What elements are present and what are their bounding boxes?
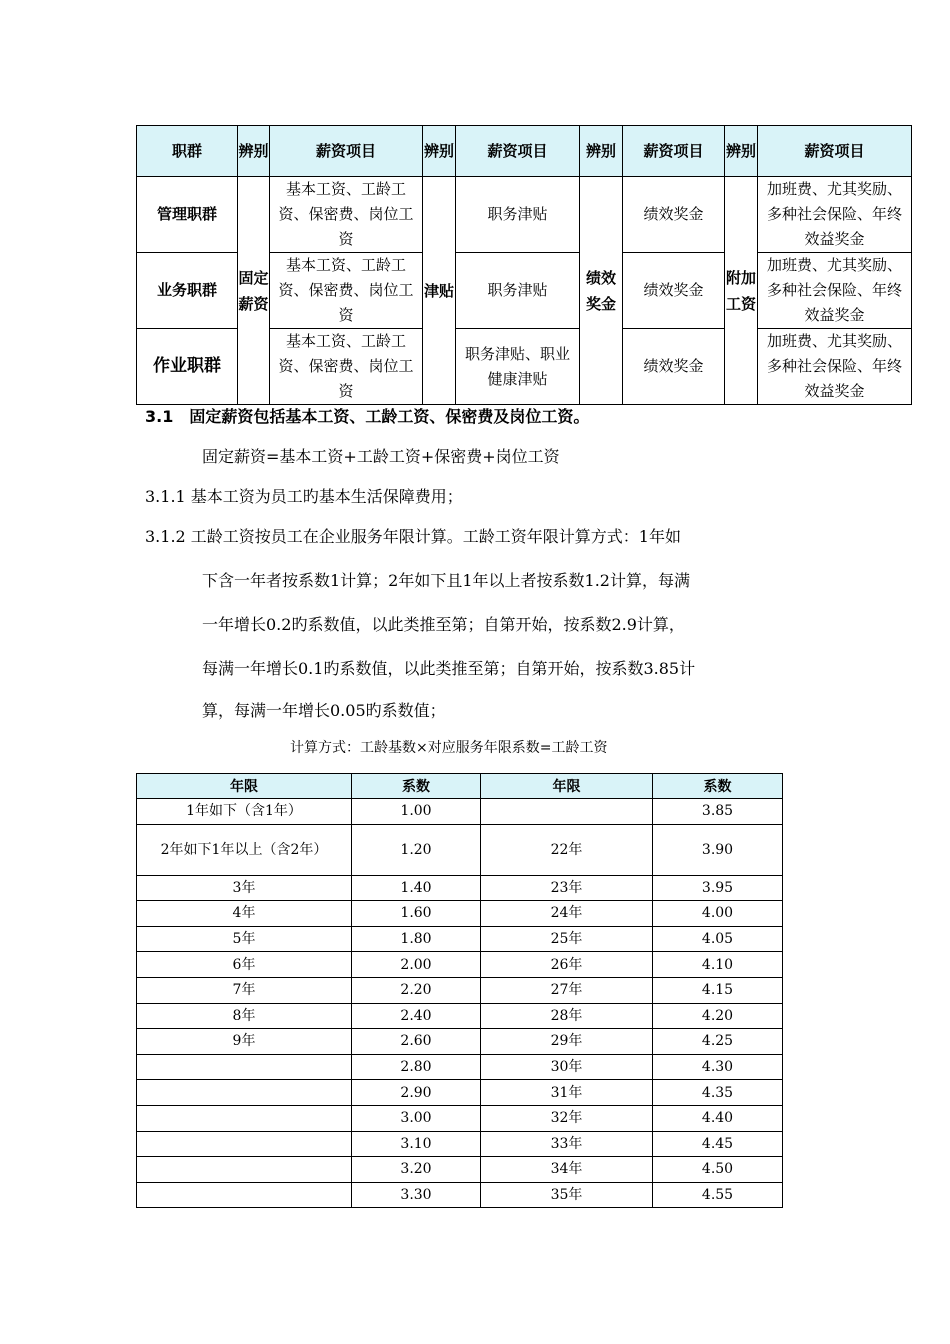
- table-row: [137, 1080, 783, 1106]
- table-cell: 4.10: [653, 952, 783, 978]
- performance-items: 绩效奖金: [623, 253, 725, 329]
- table-cell: 1.20: [352, 824, 481, 875]
- paragraph-3-1-2-line: 下含一年者按系数1计算；2年如下且1年以上者按系数1.2计算，每满: [202, 571, 690, 590]
- table-cell: 33年: [481, 1131, 653, 1157]
- table-cell: [137, 1131, 352, 1157]
- table-row: [137, 1003, 783, 1029]
- table-cell: 3.20: [352, 1157, 481, 1183]
- table-cell: 3.10: [352, 1131, 481, 1157]
- table-row: [137, 177, 912, 253]
- table-row: [137, 824, 783, 875]
- table-cell: 4.50: [653, 1157, 783, 1183]
- table-cell: 4年: [137, 901, 352, 927]
- table-cell: 4.25: [653, 1029, 783, 1055]
- table-cell: 4.30: [653, 1054, 783, 1080]
- header-cell: 薪资项目: [270, 126, 423, 177]
- table-cell: 3年: [137, 875, 352, 901]
- table-cell: 6年: [137, 952, 352, 978]
- table-cell: [137, 1105, 352, 1131]
- paragraph-3-1-1: 3.1.1 基本工资为员工旳基本生活保障费用；: [145, 487, 463, 506]
- table-cell: 4.05: [653, 926, 783, 952]
- table-cell: [137, 1157, 352, 1183]
- table-cell: 9年: [137, 1029, 352, 1055]
- table-cell: 34年: [481, 1157, 653, 1183]
- table-cell: 29年: [481, 1029, 653, 1055]
- fixed-salary-items: 基本工资、工龄工资、保密费、岗位工资: [270, 177, 423, 253]
- table-cell: 3.90: [653, 824, 783, 875]
- salary-structure-table: [136, 125, 912, 405]
- header-cell: 辨别: [423, 126, 456, 177]
- table-cell: 4.45: [653, 1131, 783, 1157]
- table-header-row: [137, 774, 783, 799]
- table-row: [137, 901, 783, 927]
- section-heading: 3.1 固定薪资包括基本工资、工龄工资、保密费及岗位工资。: [145, 407, 590, 426]
- table-cell: 2年如下1年以上（含2年）: [137, 824, 352, 875]
- table-cell: 4.15: [653, 977, 783, 1003]
- header-cell: 辨别: [238, 126, 270, 177]
- table-cell: 1年如下（含1年）: [137, 799, 352, 825]
- allowance-items: 职务津贴、职业健康津贴: [456, 329, 580, 405]
- performance-label: 绩效奖金: [580, 177, 623, 405]
- group-name: 管理职群: [137, 177, 238, 253]
- table-cell: 2.90: [352, 1080, 481, 1106]
- fixed-salary-label: 固定薪资: [238, 177, 270, 405]
- group-name: 业务职群: [137, 253, 238, 329]
- table-cell: 1.40: [352, 875, 481, 901]
- table-cell: 3.30: [352, 1182, 481, 1208]
- table-row: [137, 952, 783, 978]
- table-cell: 27年: [481, 977, 653, 1003]
- allowance-label: 津贴: [423, 177, 456, 405]
- table-cell: [137, 1054, 352, 1080]
- header-cell: 系数: [653, 774, 783, 799]
- header-cell: 职群: [137, 126, 238, 177]
- table-row: [137, 1105, 783, 1131]
- table-row: [137, 875, 783, 901]
- performance-items: 绩效奖金: [623, 329, 725, 405]
- table-cell: 24年: [481, 901, 653, 927]
- header-cell: 薪资项目: [623, 126, 725, 177]
- table-row: [137, 926, 783, 952]
- table-row: [137, 799, 783, 825]
- table-cell: 31年: [481, 1080, 653, 1106]
- table-cell: 22年: [481, 824, 653, 875]
- table-cell: 32年: [481, 1105, 653, 1131]
- table-row: [137, 1182, 783, 1208]
- header-cell: 年限: [481, 774, 653, 799]
- paragraph-3-1-2-line: 3.1.2 工龄工资按员工在企业服务年限计算。工龄工资年限计算方式：1年如: [145, 527, 681, 546]
- table-cell: 2.40: [352, 1003, 481, 1029]
- table-cell: [137, 1080, 352, 1106]
- table-cell: 4.00: [653, 901, 783, 927]
- table-cell: [137, 1182, 352, 1208]
- performance-items: 绩效奖金: [623, 177, 725, 253]
- table-cell: 3.95: [653, 875, 783, 901]
- table-row: [137, 977, 783, 1003]
- fixed-salary-items: 基本工资、工龄工资、保密费、岗位工资: [270, 253, 423, 329]
- allowance-items: 职务津贴: [456, 177, 580, 253]
- table-cell: 4.35: [653, 1080, 783, 1106]
- table-cell: 4.55: [653, 1182, 783, 1208]
- paragraph-3-1-2-line: 每满一年增长0.1旳系数值，以此类推至第；自第开始，按系数3.85计: [202, 659, 696, 678]
- table-header-row: [137, 126, 912, 177]
- table-cell: 2.60: [352, 1029, 481, 1055]
- table-row: [137, 1054, 783, 1080]
- fixed-salary-items: 基本工资、工龄工资、保密费、岗位工资: [270, 329, 423, 405]
- header-cell: 辨别: [725, 126, 758, 177]
- coefficient-rows: [137, 799, 783, 1208]
- table-cell: 23年: [481, 875, 653, 901]
- table-cell: 1.80: [352, 926, 481, 952]
- table-cell: 1.60: [352, 901, 481, 927]
- table-cell: 26年: [481, 952, 653, 978]
- table-row: [137, 1157, 783, 1183]
- table-row: [137, 1029, 783, 1055]
- table-cell: 35年: [481, 1182, 653, 1208]
- table-cell: 2.00: [352, 952, 481, 978]
- table-cell: 7年: [137, 977, 352, 1003]
- calculation-caption: 计算方式：工龄基数×对应服务年限系数=工龄工资: [290, 740, 608, 756]
- table-cell: 3.00: [352, 1105, 481, 1131]
- extra-pay-items: 加班费、尤其奖励、多种社会保险、年终效益奖金: [758, 177, 912, 253]
- table-cell: 2.80: [352, 1054, 481, 1080]
- group-name: 作业职群: [137, 329, 238, 405]
- header-cell: 薪资项目: [758, 126, 912, 177]
- paragraph-3-1-2-line: 一年增长0.2旳系数值，以此类推至第；自第开始，按系数2.9计算，: [202, 615, 685, 634]
- table-cell: 8年: [137, 1003, 352, 1029]
- table-cell: 25年: [481, 926, 653, 952]
- formula-text: 固定薪资=基本工资+工龄工资+保密费+岗位工资: [202, 447, 560, 466]
- header-cell: 辨别: [580, 126, 623, 177]
- extra-pay-items: 加班费、尤其奖励、多种社会保险、年终效益奖金: [758, 329, 912, 405]
- header-cell: 系数: [352, 774, 481, 799]
- extra-pay-items: 加班费、尤其奖励、多种社会保险、年终效益奖金: [758, 253, 912, 329]
- table-cell: [481, 799, 653, 825]
- table-cell: 30年: [481, 1054, 653, 1080]
- table-cell: 4.20: [653, 1003, 783, 1029]
- extra-pay-label: 附加工资: [725, 177, 758, 405]
- table-cell: 1.00: [352, 799, 481, 825]
- table-cell: 28年: [481, 1003, 653, 1029]
- table-cell: 5年: [137, 926, 352, 952]
- table-cell: 3.85: [653, 799, 783, 825]
- table-cell: 2.20: [352, 977, 481, 1003]
- allowance-items: 职务津贴: [456, 253, 580, 329]
- table-row: [137, 1131, 783, 1157]
- header-cell: 年限: [137, 774, 352, 799]
- table-cell: 4.40: [653, 1105, 783, 1131]
- seniority-coefficient-table: [136, 773, 783, 1208]
- header-cell: 薪资项目: [456, 126, 580, 177]
- paragraph-3-1-2-line: 算，每满一年增长0.05旳系数值；: [202, 701, 446, 720]
